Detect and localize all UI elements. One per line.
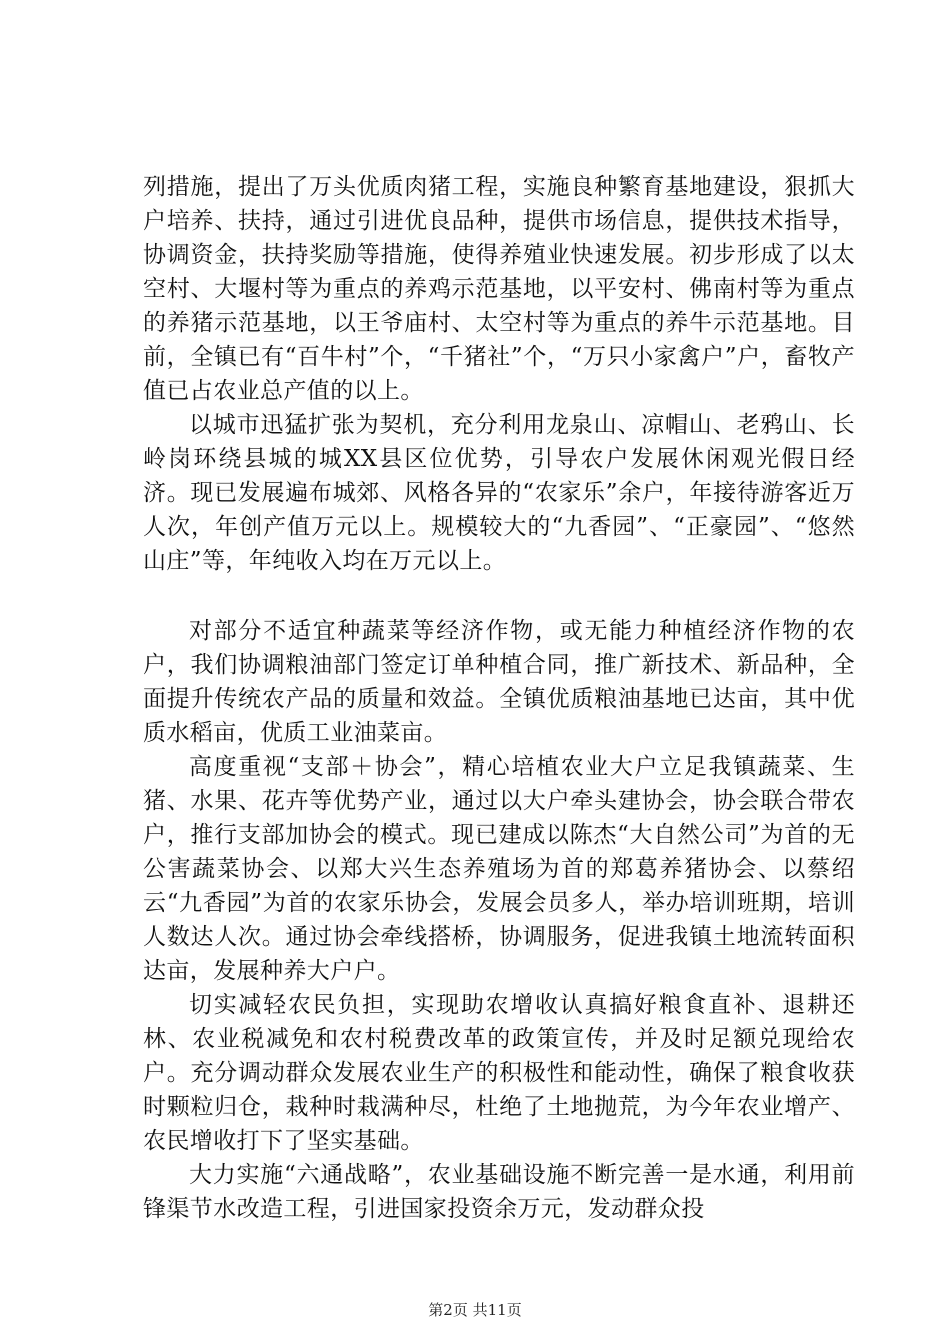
paragraph-agritourism: 以城市迅猛扩张为契机，充分利用龙泉山、凉帽山、老鸦山、长岭岗环绕县城的城XX县区位优势，引导农户发展休闲观光假日经济。现已发展遍布城郊、风格各异的“农家乐”余户，年接待游客近万人次，年创产值万元以上。规模较大的“九香园”、“正豪园”、“悠然山庄”等，年纯收入均在万元以上。 — [143, 412, 855, 574]
paragraph-burden-relief: 切实减轻农民负担，实现助农增收认真搞好粮食直补、退耕还林、农业税减免和农村税费改革的政策宣传，并及时足额兑现给农户。充分调动群众发展农业生产的积极性和能动性，确保了粮食收获时颗粒归仓，栽种时栽满种尽，杜绝了土地抛荒，为今年农业增产、农民增收打下了坚实基础。 — [143, 992, 855, 1154]
document-body — [143, 170, 855, 1226]
paragraph-infrastructure: 大力实施“六通战略”，农业基础设施不断完善一是水通，利用前锋渠节水改造工程，引进国家投资余万元，发动群众投 — [143, 1162, 855, 1222]
paragraph-spacer — [143, 578, 855, 614]
paragraph-associations: 高度重视“支部＋协会”，精心培植农业大户立足我镇蔬菜、生猪、水果、花卉等优势产业，通过以大户牵头建协会，协会联合带农户，推行支部加协会的模式。现已建成以陈杰“大自然公司”为首的无公害蔬菜协会、以郑大兴生态养殖场为首的郑葛养猪协会、以蔡绍云“九香园”为首的农家乐协会，发展会员多人，举办培训班期，培训人数达人次。通过协会牵线搭桥，协调服务，促进我镇土地流转面积达亩，发展种养大户户。 — [143, 754, 855, 984]
page-number-footer: 第2页 共11页 — [428, 1301, 522, 1319]
paragraph-livestock: 列措施，提出了万头优质肉猪工程，实施良种繁育基地建设，狠抓大户培养、扶持，通过引进优良品种，提供市场信息，提供技术指导，协调资金，扶持奖励等措施，使得养殖业快速发展。初步形成了以太空村、大堰村等为重点的养鸡示范基地，以平安村、佛南村等为重点的养猪示范基地，以王爷庙村、太空村等为重点的养牛示范基地。目前，全镇已有“百牛村”个，“千猪社”个，“万只小家禽户”户，畜牧产值已占农业总产值的以上。 — [143, 174, 855, 404]
paragraph-grain-oil: 对部分不适宜种蔬菜等经济作物，或无能力种植经济作物的农户，我们协调粮油部门签定订单种植合同，推广新技术、新品种，全面提升传统农产品的质量和效益。全镇优质粮油基地已达亩，其中优质水稻亩，优质工业油菜亩。 — [143, 618, 855, 746]
